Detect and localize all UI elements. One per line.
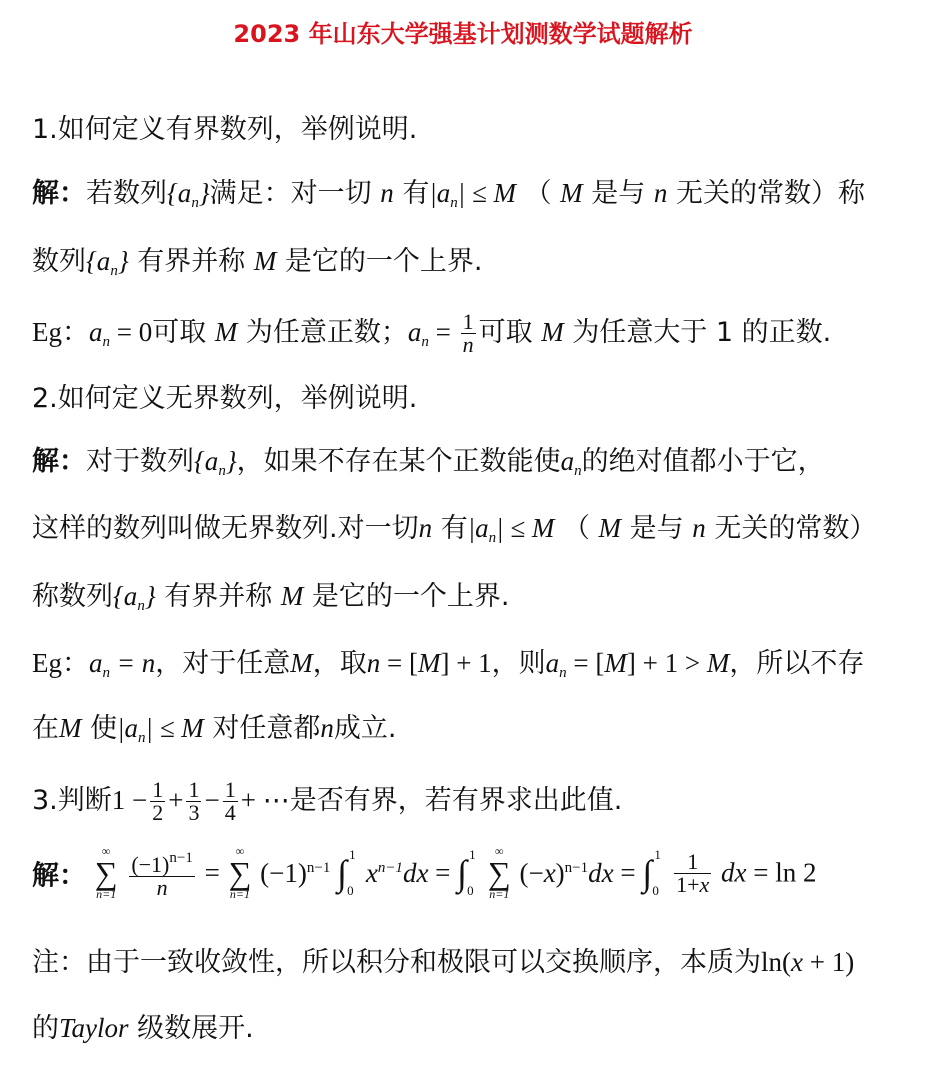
q2-solution-line2: 这样的数列叫做无界数列.对一切n 有$|a_n| \le M$ （ M 是与 n 无关的常数） xyxy=(32,513,877,546)
q2-solution-line1: 解：对于数列$\{a_n\}$，如果不存在某个正数能使$a_n$的绝对值都小于它， xyxy=(32,446,825,479)
q1-solution-line1: 解：若数列$\{a_n\}$满足：对一切 n 有$|a_n| \le M$ （ M 是与 n 无关的常数）称 xyxy=(32,178,865,211)
q2-question: 2.如何定义无界数列，举例说明. xyxy=(32,383,418,414)
q2-example-line2: 在M 使$|a_n| \le M$ 对任意都n成立. xyxy=(32,713,397,746)
fraction-one-over-n: $\frac{1}{n}$ xyxy=(462,309,474,357)
page-title: 2023 年山东大学强基计划测数学试题解析 xyxy=(233,20,693,48)
q1-solution-line2: 数列$\{a_n\}$ 有界并称 M 是它的一个上界. xyxy=(32,246,483,279)
q3-question: 3.判断1 − $\frac{1}{2}$ + $\frac{1}{3}$ − $\frac{1}{4}$ + ⋯是否有界，若有界求出此值. xyxy=(32,777,623,825)
q3-note-end: 的Taylor 级数展开. xyxy=(32,1013,254,1044)
q1-example: Eg：$a_n = 0$可取 M 为任意正数；$a_n$ = $\frac{1}{n}$ 可取 M 为任意大于 1 的正数. xyxy=(32,309,832,357)
q3-note: 注：由于一致收敛性，所以积分和极限可以交换顺序，本质为ln(x + 1) xyxy=(32,947,855,978)
q2-solution-line3: 称数列$\{a_n\}$ 有界并称 M 是它的一个上界. xyxy=(32,581,510,614)
q2-example-line1: Eg：$a_n = n$，对于任意M，取n = [M] + 1，则$a_n = [M] + 1 > M$，所以不存 xyxy=(32,648,865,681)
q3-solution-formula: 解： ∞ ∑ n=1 $\frac{(-1)^{n-1}}{n}$ = ∞ ∑ n=1 $(-1)^{n-1}$ ∫ 1 0 $x^{n-1}dx$ = ∫ 1 0 ∞ ∑ n=1 $(-x)^{n-1}dx$ = ∫ 1 0 $\frac{1}{1+x}$ dx = ln 2 xyxy=(32,844,817,901)
q1-question: 1.如何定义有界数列，举例说明. xyxy=(32,114,418,145)
